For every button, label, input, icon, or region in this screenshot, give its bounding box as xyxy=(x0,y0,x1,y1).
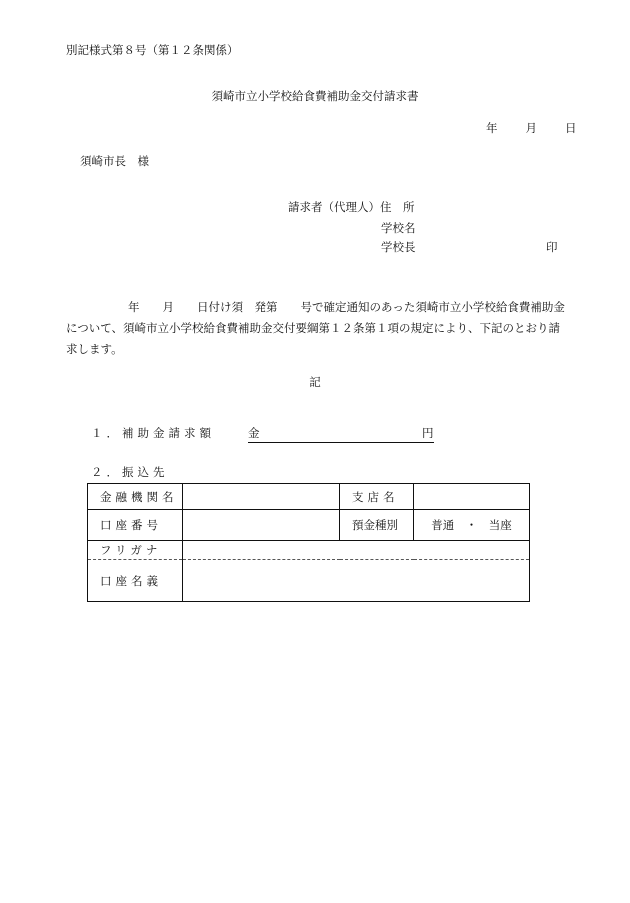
account-holder-label: 口座名義 xyxy=(88,560,183,602)
branch-field[interactable] xyxy=(414,484,530,510)
record-heading: 記 xyxy=(309,375,321,389)
table-row xyxy=(88,560,530,602)
item1-label: １．補助金請求額 xyxy=(91,426,215,440)
deposit-type-options[interactable]: 普通 ・ 当座 xyxy=(414,510,530,541)
document-title: 須崎市立小学校給食費補助金交付請求書 xyxy=(211,89,419,103)
date-line xyxy=(486,123,577,135)
item2-label: ２．振込先 xyxy=(91,465,169,479)
table-row xyxy=(88,484,530,510)
seal-mark: 印 xyxy=(546,240,558,254)
table-row xyxy=(88,541,530,560)
amount-underline[interactable] xyxy=(248,442,434,443)
bank-name-label: 金融機関名 xyxy=(88,484,183,510)
bank-name-field[interactable] xyxy=(183,484,340,510)
account-number-field[interactable] xyxy=(183,510,340,541)
account-holder-field[interactable] xyxy=(183,560,530,602)
bank-account-table xyxy=(87,483,530,602)
requester-address-label: 請求者（代理人）住 所 xyxy=(288,200,415,214)
date-month: 月 xyxy=(525,121,537,135)
table-row xyxy=(88,510,530,541)
amount-suffix: 円 xyxy=(422,426,434,440)
amount-prefix: 金 xyxy=(248,426,260,440)
requester-school-label: 学校名 xyxy=(381,221,416,235)
account-number-label: 口座番号 xyxy=(88,510,183,541)
date-day: 日 xyxy=(565,121,577,135)
branch-label: 支店名 xyxy=(340,484,414,510)
requester-principal-label: 学校長 xyxy=(381,240,416,254)
furigana-label: フリガナ xyxy=(88,541,183,560)
addressee: 須崎市長 様 xyxy=(80,154,149,168)
body-paragraph: 年 月 日付け須 発第 号で確定通知のあった須崎市立小学校給食費補助金について、須崎市立小学校給食費補助金交付要綱第１２条第１項の規定により、下記のとおり請求します。 xyxy=(66,300,565,356)
form-id: 別記様式第８号（第１２条関係） xyxy=(66,43,239,57)
date-year: 年 xyxy=(486,121,498,135)
deposit-type-label: 預金種別 xyxy=(340,510,414,541)
furigana-field[interactable] xyxy=(183,541,530,560)
